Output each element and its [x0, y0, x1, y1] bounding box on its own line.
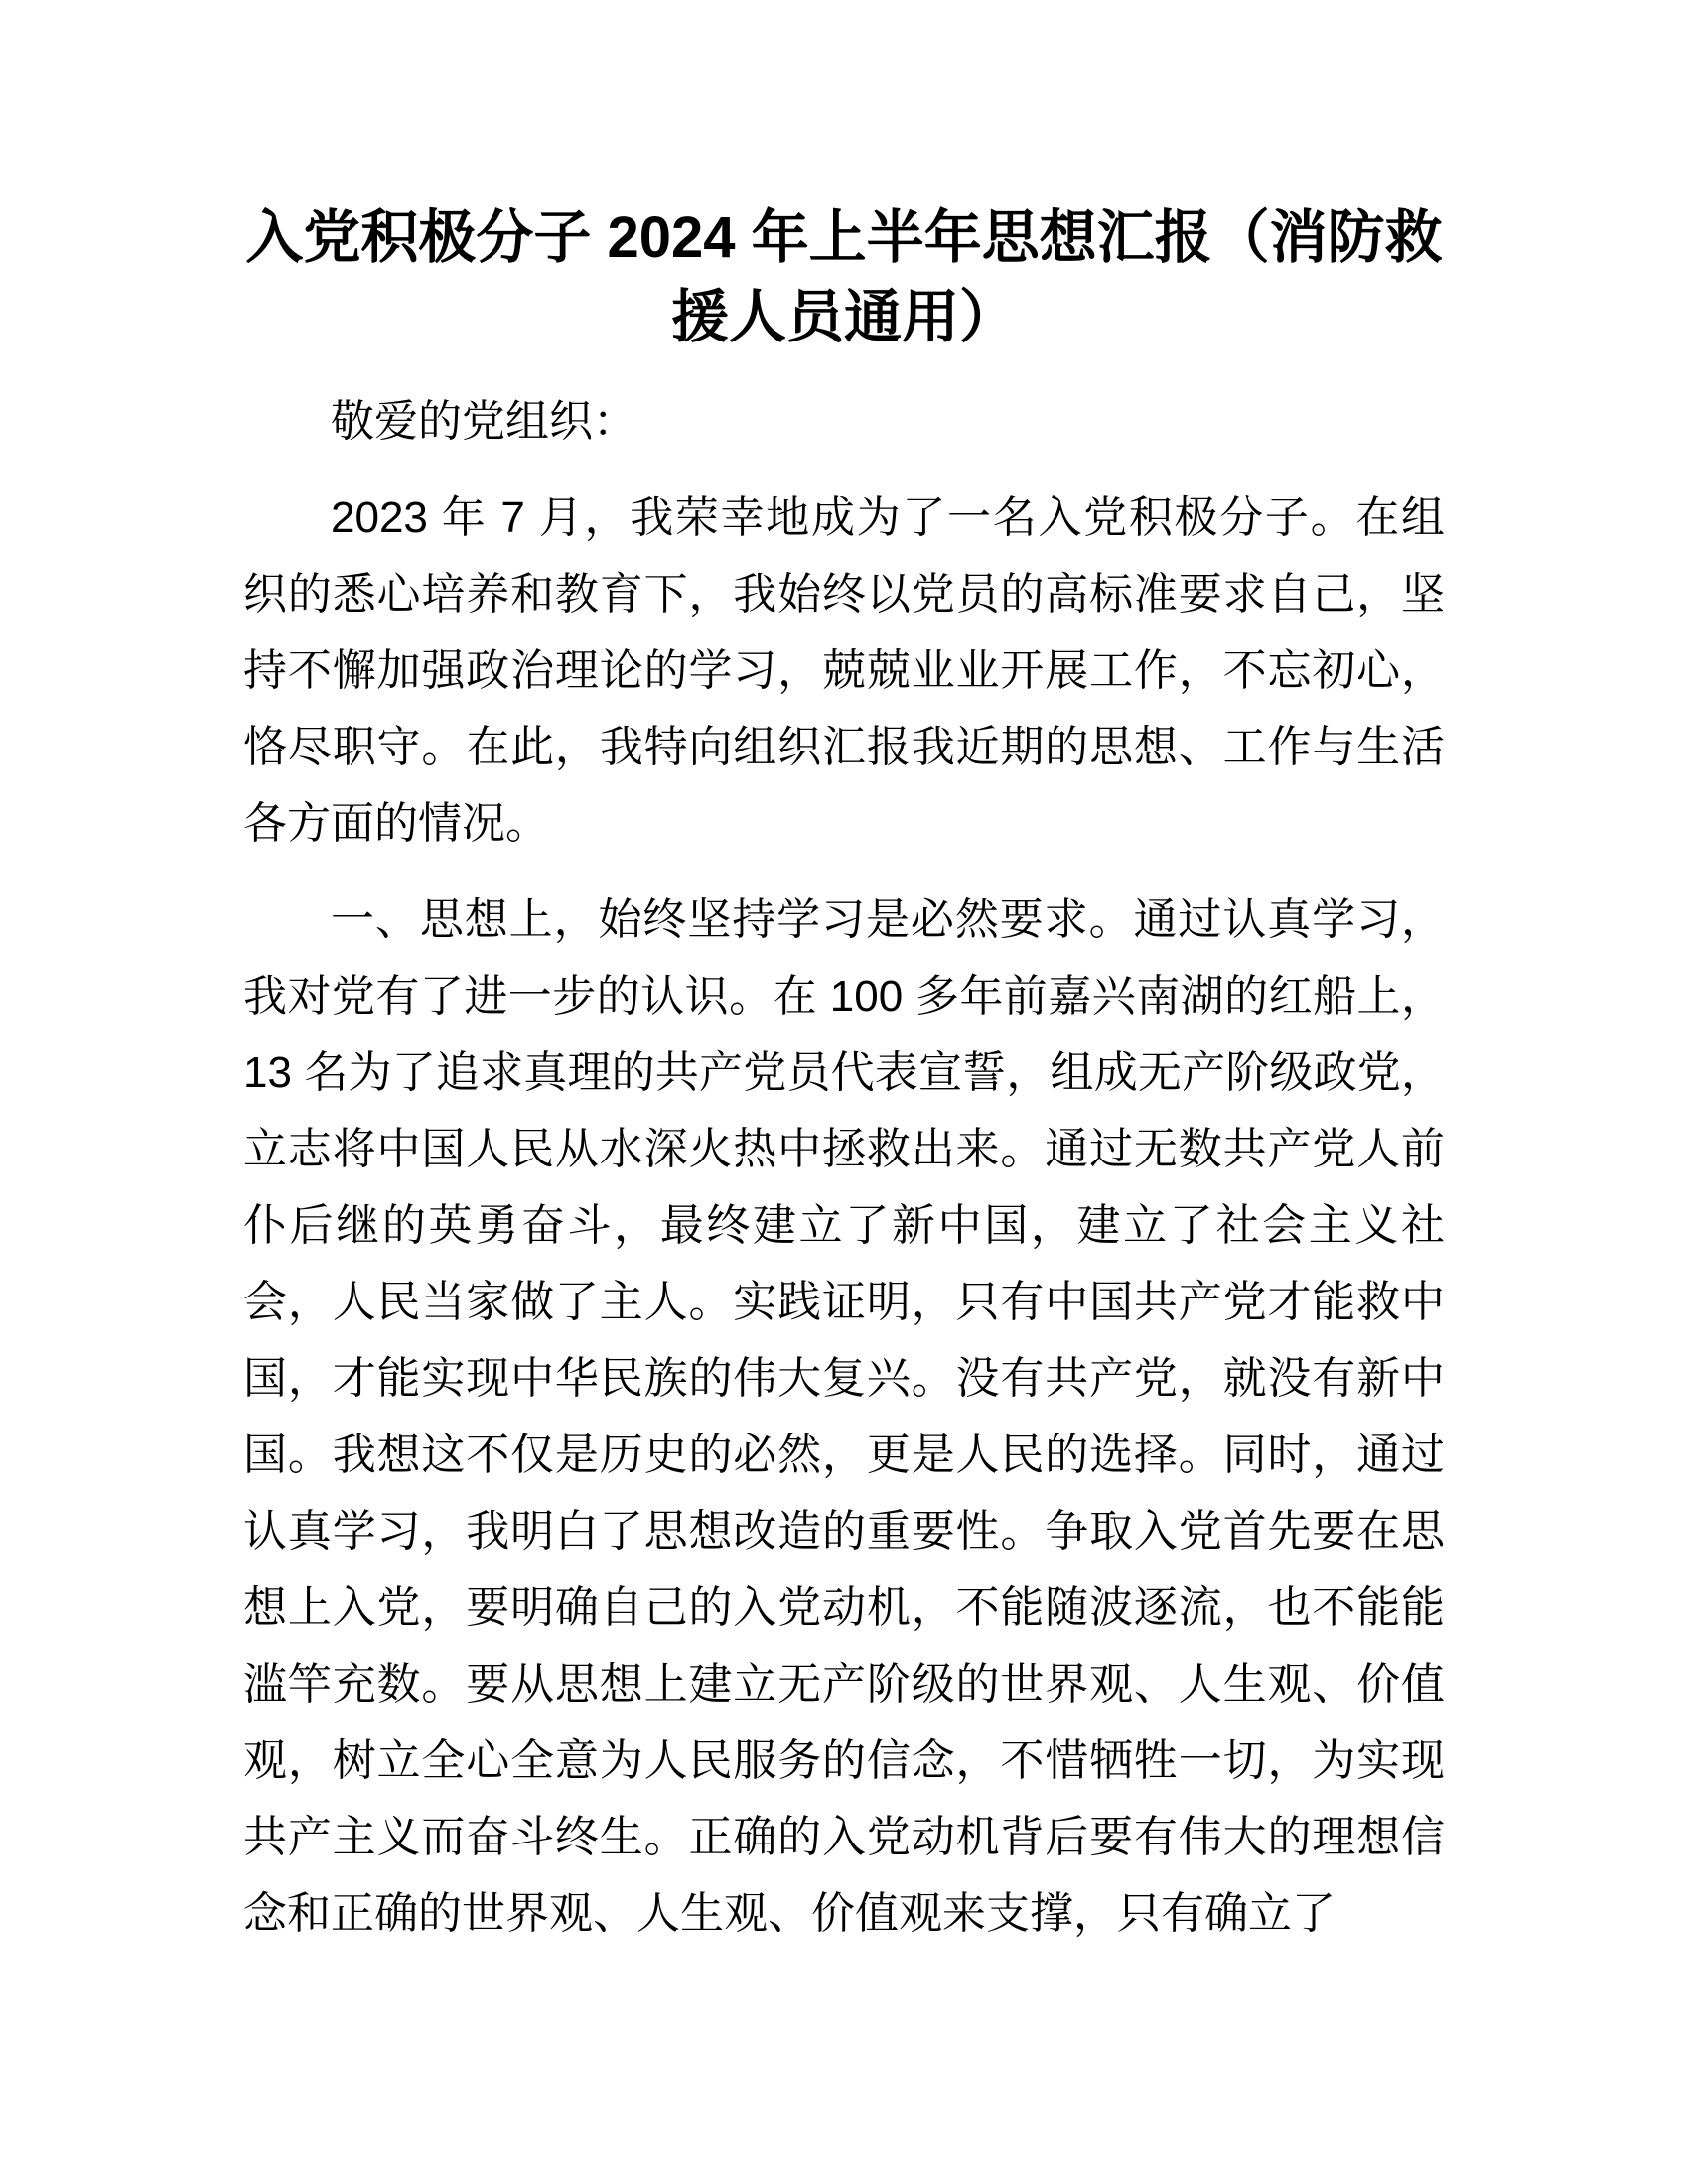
body-paragraphs: [243, 479, 1445, 1952]
document-title: 入党积极分子 2024 年上半年思想汇报（消防救援人员通用）: [245, 205, 1443, 349]
paragraph: 一、思想上，始终坚持学习是必然要求。通过认真学习，我对党有了进一步的认识。在 100 多年前嘉兴南湖的红船上，13 名为了追求真理的共产党员代表宣誓，组成无产阶级政党，立志将中国人民从水深火热中拯救出来。通过无数共产党人前仆后继的英勇奋斗，最终建立了新中国，建立了社会主义社会，人民当家做了主人。实践证明，只有中国共产党才能救中国，才能实现中华民族的伟大复兴。没有共产党，就没有新中国。我想这不仅是历史的必然，更是人民的选择。同时，通过认真学习，我明白了思想改造的重要性。争取入党首先要在思想上入党，要明确自己的入党动机，不能随波逐流，也不能能滥竿充数。要从思想上建立无产阶级的世界观、人生观、价值观，树立全心全意为人民服务的信念，不惜牺牲一切，为实现共产主义而奋斗终生。正确的入党动机背后要有伟大的理想信念和正确的世界观、人生观、价值观来支撑，只有确立了: [243, 895, 1445, 1938]
greeting-line: 敬爱的党组织：: [331, 397, 636, 446]
paragraph: 2023 年 7 月，我荣幸地成为了一名入党积极分子。在组织的悉心培养和教育下，我始终以党员的高标准要求自己，坚持不懈加强政治理论的学习，兢兢业业开展工作，不忘初心，恪尽职守。在此，我特向组织汇报我近期的思想、工作与生活各方面的情况。: [243, 493, 1445, 848]
document-body: [243, 383, 1445, 1952]
